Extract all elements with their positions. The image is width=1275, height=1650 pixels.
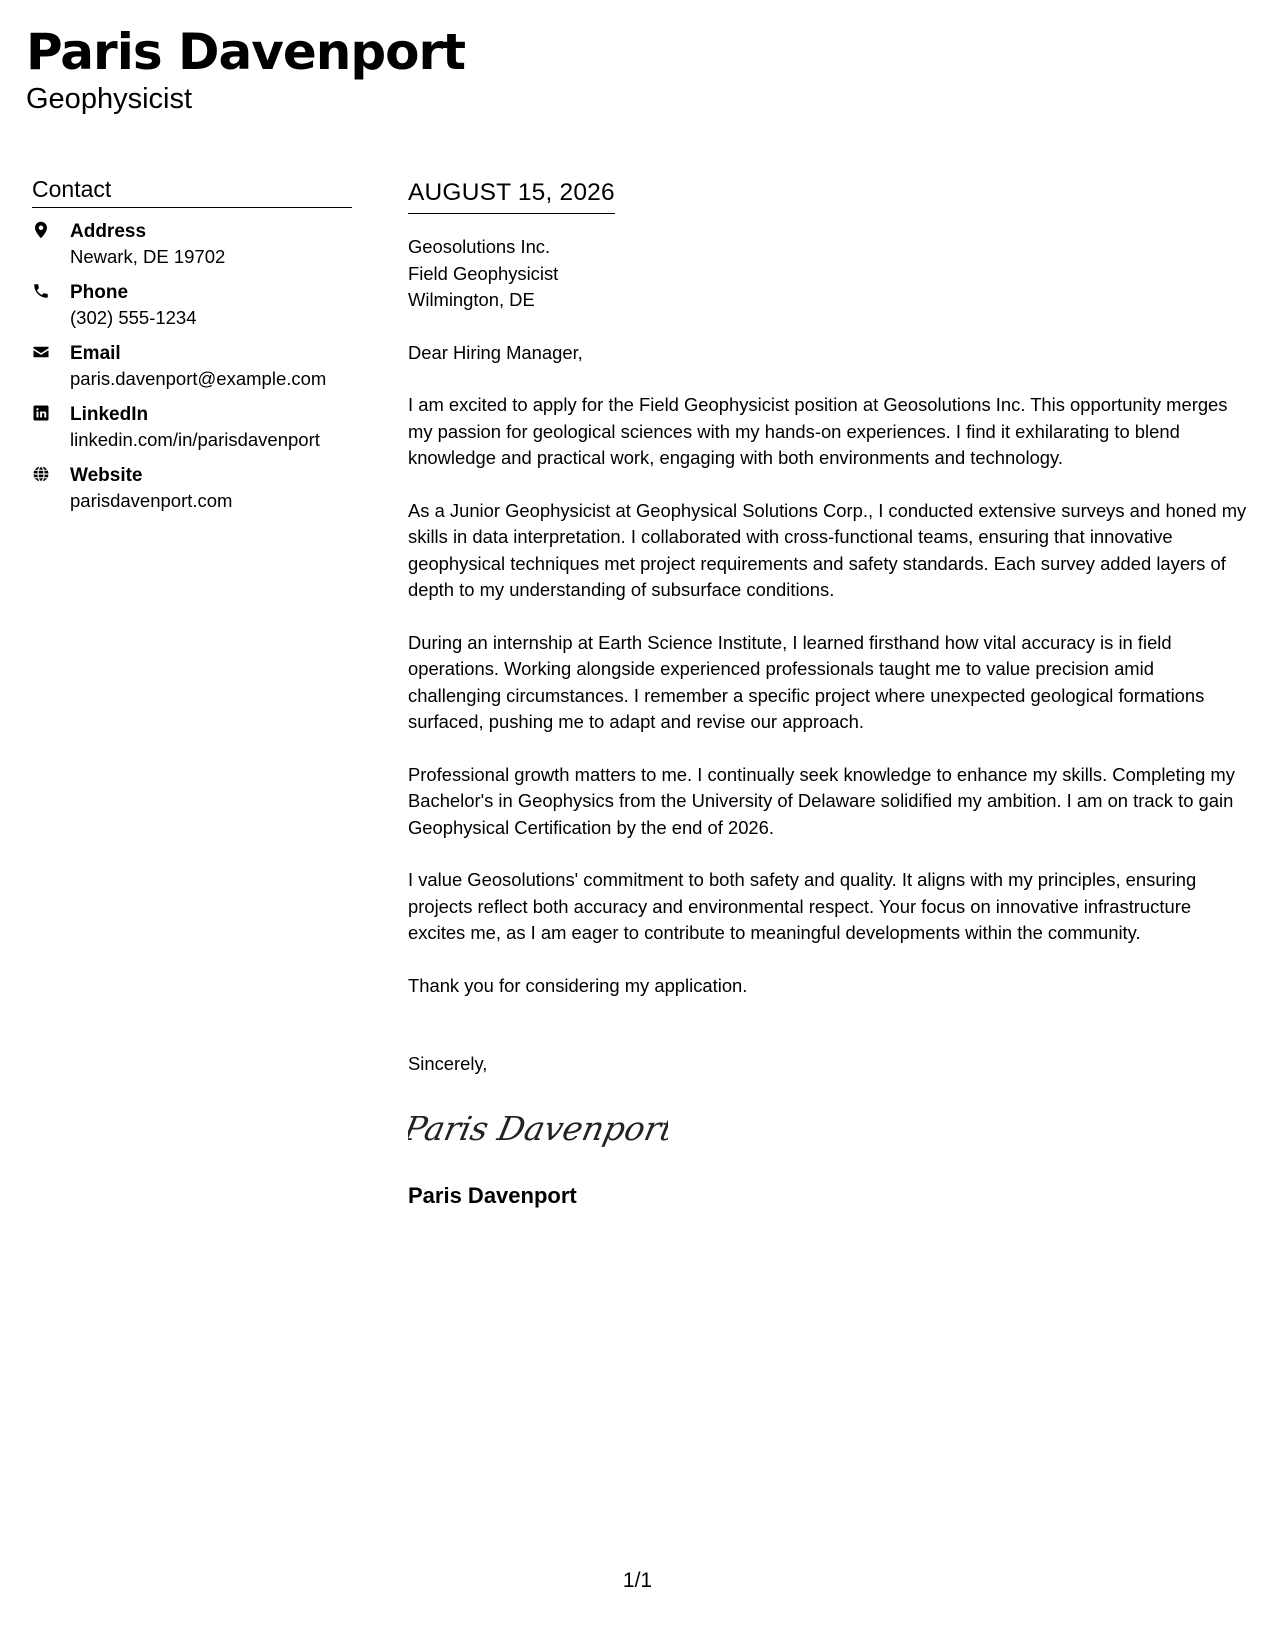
contact-value: parisdavenport.com: [70, 490, 233, 511]
applicant-title: Geophysicist: [26, 83, 193, 115]
contact-value: paris.davenport@example.com: [70, 368, 327, 389]
handwritten-signature: [408, 1102, 1250, 1162]
contact-label: Address: [70, 221, 147, 242]
phone-icon: [32, 281, 70, 300]
letter-date: AUGUST 15, 2026: [408, 178, 615, 214]
signer-name: Paris Davenport: [408, 1182, 577, 1208]
contact-label: Email: [70, 343, 121, 364]
letter-paragraph: I am excited to apply for the Field Geophysicist position at Geosolutions Inc. This opportunity merges my passion for geological sciences with my hands-on experiences. I find it exhilarating to blend knowledge and practical work, engaging with both environments and technology.: [408, 394, 1228, 468]
letter-paragraph: During an internship at Earth Science Institute, I learned firsthand how vital accuracy is in field operations. Working alongside experienced professionals taught me to value precision amid challenging circumstances. I remember a specific project where unexpected geological formations surfaced, pushing me to adapt and revise our approach.: [408, 631, 1205, 732]
contact-sidebar: [32, 174, 352, 525]
recipient-company: Geosolutions Inc.: [408, 236, 551, 257]
map-pin-icon: [32, 220, 70, 239]
recipient-block: [408, 234, 1250, 314]
letter-header: [26, 22, 465, 116]
letter-paragraph: Thank you for considering my application.: [408, 974, 748, 996]
contact-value: linkedin.com/in/parisdavenport: [70, 429, 320, 450]
recipient-location: Wilmington, DE: [408, 289, 535, 310]
signature-text: Paris Davenport: [408, 1108, 668, 1148]
contact-label: Website: [70, 465, 143, 486]
contact-address: [32, 220, 352, 270]
envelope-icon: [32, 342, 70, 361]
contact-label: Phone: [70, 282, 129, 303]
contact-label: LinkedIn: [70, 404, 149, 425]
recipient-position: Field Geophysicist: [408, 262, 559, 284]
contact-website: [32, 464, 352, 514]
salutation: Dear Hiring Manager,: [408, 341, 583, 363]
closing: Sincerely,: [408, 1053, 488, 1074]
contact-heading: Contact: [32, 174, 352, 208]
globe-icon: [32, 464, 70, 483]
contact-email: [32, 342, 352, 392]
contact-linkedin: [32, 403, 352, 453]
letter-paragraph: Professional growth matters to me. I continually seek knowledge to enhance my skills. Completing my Bachelor's in Geophysics from the University of Delaware solidified my ambition. I am on track to gain Geophysical Certification by the end of 2026.: [408, 763, 1235, 838]
contact-phone: [32, 281, 352, 331]
contact-value: Newark, DE 19702: [70, 246, 226, 267]
letter-paragraph: I value Geosolutions' commitment to both safety and quality. It aligns with my principles, ensuring projects reflect both accuracy and environmental respect. Your focus on innovative infrastructure excites me, as I am eager to contribute to meaningful developments within the community.: [408, 869, 1197, 943]
page-number: 1/1: [622, 1569, 653, 1592]
linkedin-icon: [32, 403, 70, 422]
letter-body: [408, 178, 1250, 1210]
letter-paragraph: As a Junior Geophysicist at Geophysical Solutions Corp., I conducted extensive surveys and honed my skills in data interpretation. I collaborated with cross-functional teams, ensuring that innovative geophysical techniques met project requirements and safety standards. Each survey added layers of depth to my understanding of subsurface conditions.: [408, 499, 1247, 600]
applicant-name: Paris Davenport: [26, 23, 466, 81]
contact-value: (302) 555-1234: [70, 307, 197, 328]
